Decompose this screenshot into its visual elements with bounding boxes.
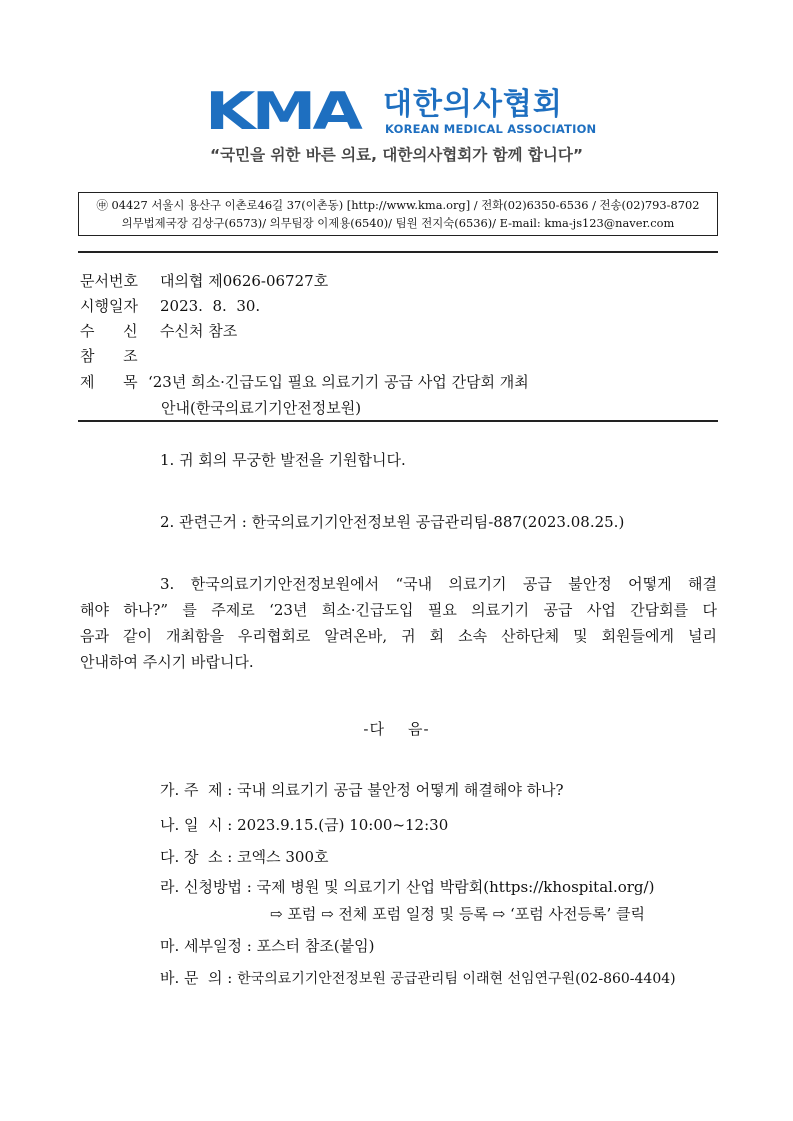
item-datetime-label: 나. 일 시 : xyxy=(160,816,238,834)
item-venue-label: 다. 장 소 : xyxy=(160,848,238,866)
reference-label: 참 조 xyxy=(80,347,138,365)
contact-line-address: ㊥ 04427 서울시 용산구 이촌로46길 37(이촌동) [http://www.kma.org] / 전화(02)6350-6536 / 전송(02)793-8702 xyxy=(96,198,700,212)
item-inquiry xyxy=(160,968,676,989)
meta-bottom-rule xyxy=(78,420,718,422)
date-label: 시행일자 xyxy=(80,297,138,315)
meta-subject xyxy=(80,372,529,392)
item-schedule xyxy=(160,936,374,956)
kma-logo xyxy=(205,82,605,142)
paragraph-2: 2. 관련근거 : 한국의료기기안전정보원 공급관리팀-887(2023.08.25.) xyxy=(160,513,625,531)
paragraph-3-line-1: 3. 한국의료기기안전정보원에서 “국내 의료기기 공급 불안정 어떻게 해결 xyxy=(160,575,717,593)
item-topic-value: 국내 의료기기 공급 불안정 어떻게 해결해야 하나? xyxy=(237,781,564,799)
item-datetime-value: 2023.9.15.(금) 10:00~12:30 xyxy=(237,816,449,834)
item-registration-steps: ⇨ 포럼 ⇨ 전체 포럼 일정 및 등록 ⇨ ‘포럼 사전등록’ 클릭 xyxy=(270,905,646,923)
subject-value-line2: 안내(한국의료기기안전정보원) xyxy=(161,399,362,417)
item-topic xyxy=(160,780,564,800)
meta-recipient xyxy=(80,321,238,341)
item-registration xyxy=(160,877,654,897)
item-registration-value: 국제 병원 및 의료기기 산업 박람회(https://khospital.org/) xyxy=(256,878,655,896)
item-topic-label: 가. 주 제 : xyxy=(160,781,238,799)
item-registration-label: 라. 신청방법 : xyxy=(160,878,257,896)
doc-no-label: 문서번호 xyxy=(80,272,138,290)
date-value: 2023. 8. 30. xyxy=(160,297,261,315)
item-inquiry-value: 한국의료기기안전정보원 공급관리팀 이래현 선임연구원(02-860-4404) xyxy=(237,971,676,987)
contact-line-staff: 의무법제국장 김상구(6573)/ 의무팀장 이제용(6540)/ 팀원 전지숙(6536)/ E-mail: kma-js123@naver.com xyxy=(121,216,675,230)
paragraph-3-line-4: 안내하여 주시기 바랍니다. xyxy=(80,653,254,671)
meta-doc-no xyxy=(80,271,329,291)
meta-reference xyxy=(80,346,148,366)
meta-date xyxy=(80,296,261,316)
doc-no-value: 대의협 제0626-06727호 xyxy=(160,272,329,290)
top-rule xyxy=(78,251,718,253)
item-datetime xyxy=(160,815,448,835)
subject-value-line1: ‘23년 희소·긴급도입 필요 의료기기 공급 사업 간담회 개최 xyxy=(148,373,529,391)
item-schedule-label: 마. 세부일정 : xyxy=(160,937,257,955)
logo-korean-name: 대한의사협회 xyxy=(383,87,563,122)
item-inquiry-label: 바. 문 의 : xyxy=(160,969,238,987)
recipient-value: 수신처 참조 xyxy=(160,322,238,340)
item-venue-value: 코엑스 300호 xyxy=(237,848,329,866)
item-schedule-value: 포스터 참조(붙임) xyxy=(256,937,375,955)
item-venue xyxy=(160,847,329,867)
contact-box xyxy=(78,192,718,236)
logo-mark: KMA xyxy=(205,82,360,142)
paragraph-3-line-3: 음과 같이 개최함을 우리협회로 알려온바, 귀 회 소속 산하단체 및 회원들에게 널리 xyxy=(80,627,717,645)
subject-label: 제 목 xyxy=(80,373,138,391)
paragraph-1: 1. 귀 회의 무궁한 발전을 기원합니다. xyxy=(160,451,406,469)
logo-english-name: KOREAN MEDICAL ASSOCIATION xyxy=(385,122,597,136)
slogan: “국민을 위한 바른 의료, 대한의사협회가 함께 합니다” xyxy=(209,146,584,164)
recipient-label: 수 신 xyxy=(80,322,138,340)
paragraph-3-line-2: 해야 하나?” 를 주제로 ‘23년 희소·긴급도입 필요 의료기기 공급 사업 간담회를 다 xyxy=(80,601,717,619)
section-title: -다 음- xyxy=(363,720,430,738)
